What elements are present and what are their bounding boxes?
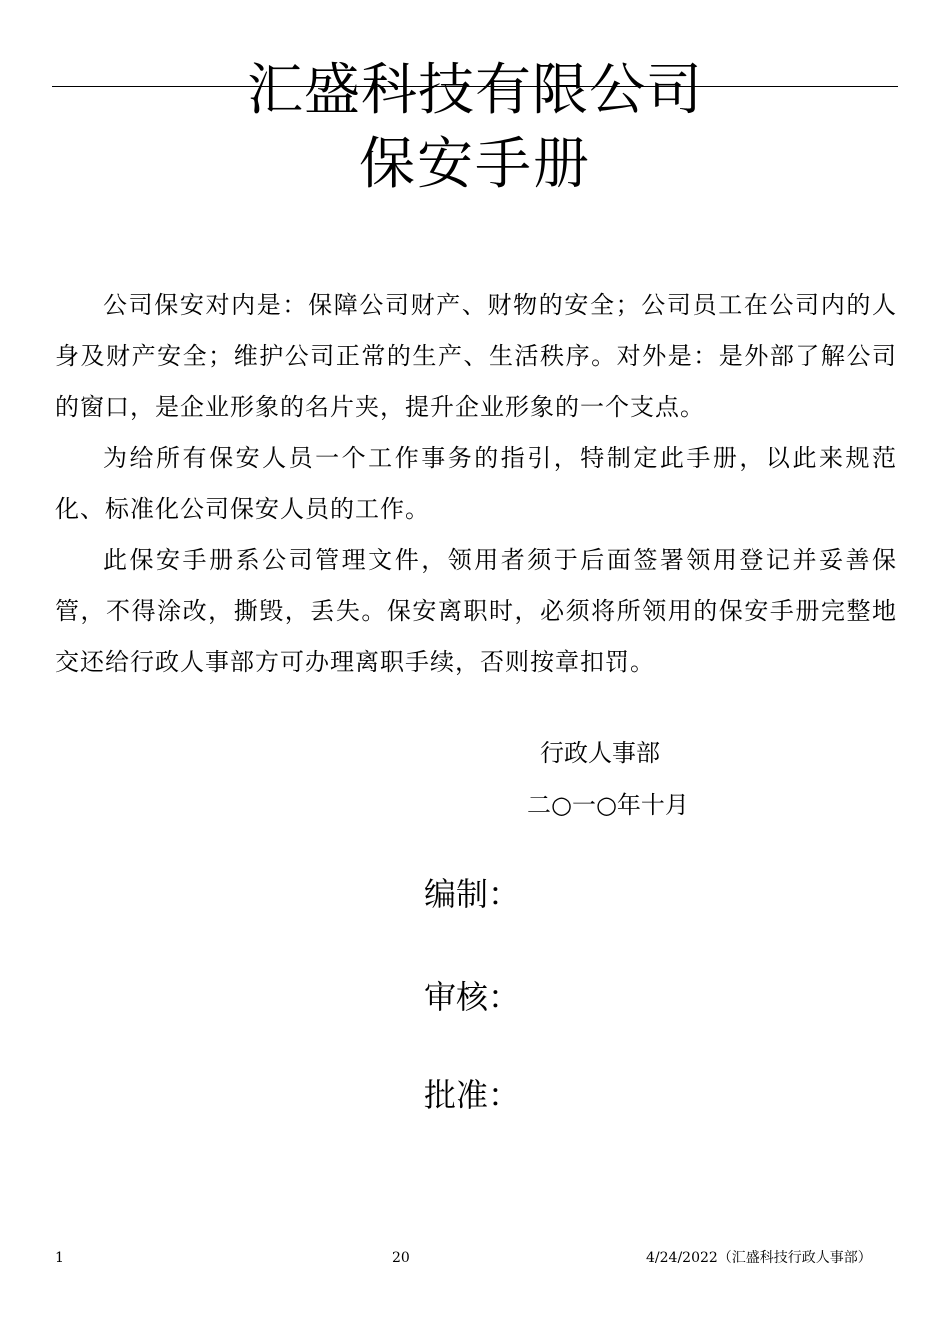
- page-number: 20: [392, 1250, 410, 1266]
- approved-by-label: 批准：: [424, 1076, 521, 1114]
- footer-date-department: 4/24/2022（汇盛科技行政人事部）: [646, 1250, 872, 1266]
- company-name-text: 汇盛科技有限公司: [247, 58, 703, 123]
- compiled-by-label: 编制：: [424, 875, 521, 913]
- intro-paragraph: 为给所有保安人员一个工作事务的指引，特制定此手册，以此来规范化、标准化公司保安人员的工作。: [55, 444, 897, 523]
- footer-left: 1: [55, 1250, 64, 1266]
- issuing-department: 行政人事部: [540, 739, 660, 767]
- issue-date: 二○一○年十月: [527, 791, 689, 819]
- reviewed-by-label: 审核：: [424, 978, 521, 1016]
- document-title: 保安手册: [359, 132, 591, 197]
- intro-paragraph: 公司保安对内是：保障公司财产、财物的安全；公司员工在公司内的人身及财产安全；维护公司正常的生产、生活秩序。对外是：是外部了解公司的窗口，是企业形象的名片夹，提升企业形象的一个支点。: [55, 291, 897, 421]
- intro-paragraph: 此保安手册系公司管理文件，领用者须于后面签署领用登记并妥善保管，不得涂改，撕毁，丢失。保安离职时，必须将所领用的保安手册完整地交还给行政人事部方可办理离职手续，否则按章扣罚。: [55, 546, 897, 676]
- intro-body: [55, 280, 897, 688]
- company-name: [0, 58, 950, 124]
